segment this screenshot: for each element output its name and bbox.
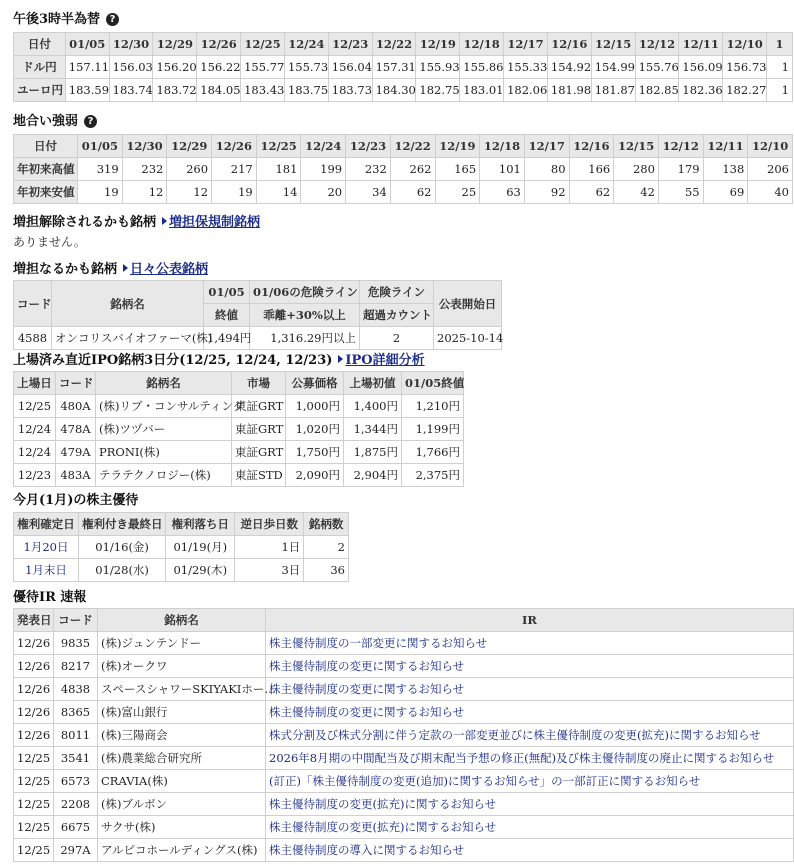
announce-date: 12/26 — [14, 701, 54, 724]
first-price: 2,904円 — [344, 464, 402, 487]
column-header: IR — [266, 609, 794, 632]
ex-rights-date: 01/19(月) — [166, 536, 235, 559]
triangle-right-icon — [123, 264, 128, 272]
strength-header-label: 日付 — [14, 135, 78, 158]
count-value: 80 — [524, 158, 569, 181]
fx-value: 156.09 — [679, 56, 723, 79]
ir-link[interactable]: 株主優待制度の一部変更に関するお知らせ — [266, 632, 794, 655]
table-row — [14, 655, 794, 678]
count-value: 101 — [480, 158, 525, 181]
fx-value: 183.43 — [241, 79, 285, 102]
fx-row — [14, 79, 793, 102]
count-value: 260 — [167, 158, 212, 181]
fx-value: 155.86 — [460, 56, 504, 79]
fx-value: 156.04 — [328, 56, 372, 79]
table-row — [14, 536, 349, 559]
announce-date: 12/26 — [14, 632, 54, 655]
listing-date: 12/25 — [14, 395, 56, 418]
fx-value: 182.36 — [679, 79, 723, 102]
yutai-header-row — [14, 513, 349, 536]
count-value: 62 — [569, 181, 614, 204]
stock-code: 297A — [54, 839, 98, 862]
table-row — [14, 395, 464, 418]
row-label: 年初来高値 — [14, 158, 78, 181]
first-price: 1,344円 — [344, 418, 402, 441]
margin-add-title: 増担なるかも銘柄 日々公表銘柄 — [13, 262, 209, 277]
ipo-header-row — [14, 372, 464, 395]
fx-value: 155.93 — [416, 56, 460, 79]
fx-value: 183.74 — [109, 79, 153, 102]
col-name: 銘柄名 — [52, 281, 204, 327]
strength-row — [14, 181, 793, 204]
fx-row — [14, 56, 793, 79]
listing-date: 12/24 — [14, 441, 56, 464]
close-price: 1,766円 — [402, 441, 464, 464]
count-value: 40 — [748, 181, 793, 204]
count-value: 166 — [569, 158, 614, 181]
count-value: 69 — [703, 181, 748, 204]
fx-header-row — [14, 33, 793, 56]
date-header: 12/15 — [591, 33, 635, 56]
date-header: 12/18 — [480, 135, 525, 158]
table-row — [14, 724, 794, 747]
fx-table — [13, 32, 793, 102]
column-header: 銘柄名 — [98, 609, 266, 632]
fx-value: 156.73 — [723, 56, 767, 79]
col-danger: 危険ライン — [360, 281, 434, 304]
count-value: 19 — [78, 181, 123, 204]
count-value: 20 — [301, 181, 346, 204]
fx-header-label: 日付 — [14, 33, 66, 56]
date-header: 12/19 — [416, 33, 460, 56]
count-value: 62 — [390, 181, 435, 204]
fx-value: 184.30 — [372, 79, 416, 102]
table-row — [14, 839, 794, 862]
date-header: 12/15 — [614, 135, 659, 158]
stock-code: 8365 — [54, 701, 98, 724]
date-header: 12/25 — [256, 135, 301, 158]
fx-value: 154.99 — [591, 56, 635, 79]
count-value: 262 — [390, 158, 435, 181]
ipo-section-title: 上場済み直近IPO銘柄3日分(12/25, 12/24, 12/23) IPO詳細分析 — [13, 353, 425, 368]
stock-code: 6675 — [54, 816, 98, 839]
margin-regulation-link[interactable]: 増担保規制銘柄 — [162, 215, 260, 230]
count-value: 232 — [346, 158, 391, 181]
date-header: 12/10 — [723, 33, 767, 56]
column-header: 権利付き最終日 — [78, 513, 165, 536]
offer-price: 1,750円 — [286, 441, 344, 464]
stock-code: 8217 — [54, 655, 98, 678]
stock-code: 480A — [56, 395, 96, 418]
help-icon[interactable]: ? — [106, 13, 119, 26]
date-header: 12/25 — [241, 33, 285, 56]
date-header: 12/16 — [547, 33, 591, 56]
margin-release-title: 増担解除されるかも銘柄 増担保規制銘柄 — [13, 215, 261, 230]
fx-value: 181.98 — [547, 79, 591, 102]
date-header: 01/05 — [78, 135, 123, 158]
ir-section-title: 優待IR 速報 — [13, 590, 87, 605]
stock-name[interactable]: テラテクノロジー(株) — [96, 464, 232, 487]
strength-section-title: 地合い強弱 ? — [13, 110, 97, 129]
announce-date: 12/25 — [14, 747, 54, 770]
date-header: 12/26 — [197, 33, 241, 56]
column-header: 上場初値 — [344, 372, 402, 395]
col-start-date: 公表開始日 — [434, 281, 502, 327]
fx-value: 184.05 — [197, 79, 241, 102]
fx-value: 155.73 — [284, 56, 328, 79]
ir-link[interactable]: 2026年8月期の中間配当及び期末配当予想の修正(無配)及び株主優待制度の廃止に関するお知らせ — [266, 747, 794, 770]
row-label: ユーロ円 — [14, 79, 66, 102]
announce-date: 12/25 — [14, 793, 54, 816]
count-value: 280 — [614, 158, 659, 181]
record-date-link[interactable]: 1月20日 — [14, 536, 79, 559]
ir-link[interactable]: 株主優待制度の変更(拡充)に関するお知らせ — [266, 816, 794, 839]
date-header: 12/26 — [212, 135, 257, 158]
date-header: 12/30 — [122, 135, 167, 158]
fx-value: 183.73 — [328, 79, 372, 102]
market: 東証GRT — [232, 395, 286, 418]
count-value: 63 — [480, 181, 525, 204]
fx-value: 155.77 — [241, 56, 285, 79]
last-trading-date: 01/16(金) — [78, 536, 165, 559]
announce-date: 12/26 — [14, 724, 54, 747]
table-row — [14, 632, 794, 655]
date-header: 12/18 — [460, 33, 504, 56]
count-value: 12 — [122, 181, 167, 204]
fx-value: 155.33 — [504, 56, 548, 79]
fx-value: 183.72 — [153, 79, 197, 102]
fx-value: 154.92 — [547, 56, 591, 79]
stock-code: 3541 — [54, 747, 98, 770]
fx-value: 183.01 — [460, 79, 504, 102]
column-header: 銘柄名 — [96, 372, 232, 395]
col-close-date: 01/05 — [204, 281, 250, 304]
column-header: 01/05終値 — [402, 372, 464, 395]
stock-name[interactable]: (株)ブルボン — [98, 793, 266, 816]
record-date-link[interactable]: 1月末日 — [14, 559, 79, 582]
date-header: 01/05 — [65, 33, 109, 56]
strength-table — [13, 134, 793, 204]
announce-date: 12/26 — [14, 678, 54, 701]
yutai-section-title: 今月(1月)の株主優待 — [13, 493, 139, 508]
ir-link[interactable]: 株主優待制度の変更に関するお知らせ — [266, 655, 794, 678]
column-header: コード — [54, 609, 98, 632]
close-price: 1,494円 — [204, 327, 250, 350]
yutai-table — [13, 512, 349, 582]
stock-name[interactable]: (株)富山銀行 — [98, 701, 266, 724]
ir-table — [13, 608, 794, 862]
ir-link[interactable]: (訂正)「株主優待制度の変更(追加)に関するお知らせ」の一部訂正に関するお知らせ — [266, 770, 794, 793]
table-row — [14, 464, 464, 487]
stock-code: 483A — [56, 464, 96, 487]
date-header: 12/19 — [435, 135, 480, 158]
danger-line-value: 1,316.29円以上 — [250, 327, 360, 350]
stock-name[interactable]: (株)ツヅバー — [96, 418, 232, 441]
date-header: 12/23 — [328, 33, 372, 56]
stock-name[interactable]: (株)オークワ — [98, 655, 266, 678]
fx-value: 156.22 — [197, 56, 241, 79]
stock-name[interactable]: (株)農業総合研究所 — [98, 747, 266, 770]
fx-section-title: 午後3時半為替 ? — [13, 8, 119, 27]
date-header: 12/12 — [658, 135, 703, 158]
date-header: 12/22 — [372, 33, 416, 56]
column-header: 権利確定日 — [14, 513, 79, 536]
fx-value: 1 — [767, 56, 793, 79]
stock-code: 478A — [56, 418, 96, 441]
count-value: 165 — [435, 158, 480, 181]
margin-add-table — [13, 280, 502, 350]
date-header: 12/17 — [524, 135, 569, 158]
date-header: 12/22 — [390, 135, 435, 158]
table-row — [14, 559, 349, 582]
date-header: 1 — [767, 33, 793, 56]
count-value: 92 — [524, 181, 569, 204]
col-danger-line: 01/06の危険ライン — [250, 281, 360, 304]
close-price: 1,210円 — [402, 395, 464, 418]
count-value: 14 — [256, 181, 301, 204]
ipo-analysis-link[interactable]: IPO詳細分析 — [338, 353, 424, 368]
ex-rights-date: 01/29(木) — [166, 559, 235, 582]
offer-price: 1,020円 — [286, 418, 344, 441]
count-value: 199 — [301, 158, 346, 181]
column-header: 上場日 — [14, 372, 56, 395]
date-header: 12/11 — [679, 33, 723, 56]
fx-value: 156.20 — [153, 56, 197, 79]
ir-link[interactable]: 株主優待制度の変更(拡充)に関するお知らせ — [266, 793, 794, 816]
date-header: 12/29 — [167, 135, 212, 158]
stock-name[interactable]: (株)三陽商会 — [98, 724, 266, 747]
fx-value: 155.76 — [635, 56, 679, 79]
count-value: 55 — [658, 181, 703, 204]
column-header: 市場 — [232, 372, 286, 395]
col-code: コード — [14, 281, 52, 327]
market: 東証GRT — [232, 418, 286, 441]
fx-value: 1 — [767, 79, 793, 102]
count-value: 34 — [346, 181, 391, 204]
stock-count: 36 — [304, 559, 349, 582]
table-row — [14, 327, 502, 350]
triangle-right-icon — [338, 355, 343, 363]
ipo-table — [13, 371, 464, 487]
ir-link[interactable]: 株式分割及び株式分割に伴う定款の一部変更並びに株主優待制度の変更(拡充)に関するお知らせ — [266, 724, 794, 747]
col-count: 超過カウント — [360, 304, 434, 327]
daily-disclosure-link[interactable]: 日々公表銘柄 — [123, 262, 208, 277]
count-value: 19 — [212, 181, 257, 204]
count-value: 206 — [748, 158, 793, 181]
row-label: 年初来安値 — [14, 181, 78, 204]
announce-date: 12/25 — [14, 770, 54, 793]
stock-name[interactable]: CRAVIA(株) — [98, 770, 266, 793]
strength-row — [14, 158, 793, 181]
announce-date: 12/25 — [14, 816, 54, 839]
table-row — [14, 678, 794, 701]
column-header: 逆日歩日数 — [235, 513, 304, 536]
count-value: 12 — [167, 181, 212, 204]
stock-name[interactable]: アルピコホールディングス(株) — [98, 839, 266, 862]
start-date: 2025-10-14 — [434, 327, 502, 350]
fx-value: 182.85 — [635, 79, 679, 102]
column-header: コード — [56, 372, 96, 395]
ir-link[interactable]: 株主優待制度の導入に関するお知らせ — [266, 839, 794, 862]
market: 東証GRT — [232, 441, 286, 464]
count-value: 232 — [122, 158, 167, 181]
listing-date: 12/24 — [14, 418, 56, 441]
table-row — [14, 793, 794, 816]
stock-count: 2 — [304, 536, 349, 559]
first-price: 1,875円 — [344, 441, 402, 464]
fx-value: 182.06 — [504, 79, 548, 102]
help-icon[interactable]: ? — [84, 115, 97, 128]
column-header: 権利落ち日 — [166, 513, 235, 536]
count-value: 25 — [435, 181, 480, 204]
count-value: 181 — [256, 158, 301, 181]
column-header: 銘柄数 — [304, 513, 349, 536]
first-price: 1,400円 — [344, 395, 402, 418]
close-price: 2,375円 — [402, 464, 464, 487]
count-value: 319 — [78, 158, 123, 181]
fx-value: 157.11 — [65, 56, 109, 79]
stock-code: 4838 — [54, 678, 98, 701]
announce-date: 12/26 — [14, 655, 54, 678]
stock-code: 2208 — [54, 793, 98, 816]
column-header: 公募価格 — [286, 372, 344, 395]
table-row — [14, 701, 794, 724]
market: 東証STD — [232, 464, 286, 487]
stock-code: 4588 — [14, 327, 52, 350]
fx-value: 157.31 — [372, 56, 416, 79]
exceed-count: 2 — [360, 327, 434, 350]
stock-code: 479A — [56, 441, 96, 464]
offer-price: 1,000円 — [286, 395, 344, 418]
stock-name[interactable]: (株)リブ・コンサルティング — [96, 395, 232, 418]
date-header: 12/11 — [703, 135, 748, 158]
stock-name[interactable]: オンコリスバイオファーマ(株) — [52, 327, 204, 350]
date-header: 12/30 — [109, 33, 153, 56]
reverse-fee-days: 3日 — [235, 559, 304, 582]
table-row — [14, 418, 464, 441]
fx-value: 181.87 — [591, 79, 635, 102]
fx-value: 156.03 — [109, 56, 153, 79]
offer-price: 2,090円 — [286, 464, 344, 487]
reverse-fee-days: 1日 — [235, 536, 304, 559]
stock-name[interactable]: スペースシャワーSKIYAKIホー… — [98, 678, 266, 701]
ir-link[interactable]: 株主優待制度の変更に関するお知らせ — [266, 678, 794, 701]
date-header: 12/23 — [346, 135, 391, 158]
last-trading-date: 01/28(水) — [78, 559, 165, 582]
ir-header-row — [14, 609, 794, 632]
table-row — [14, 816, 794, 839]
ir-link[interactable]: 株主優待制度の変更に関するお知らせ — [266, 701, 794, 724]
col-close: 終値 — [204, 304, 250, 327]
count-value: 217 — [212, 158, 257, 181]
date-header: 12/12 — [635, 33, 679, 56]
announce-date: 12/25 — [14, 839, 54, 862]
date-header: 12/10 — [748, 135, 793, 158]
stock-name[interactable]: PRONI(株) — [96, 441, 232, 464]
fx-value: 182.27 — [723, 79, 767, 102]
stock-name[interactable]: サクサ(株) — [98, 816, 266, 839]
date-header: 12/24 — [301, 135, 346, 158]
fx-value: 182.75 — [416, 79, 460, 102]
row-label: ドル円 — [14, 56, 66, 79]
strength-header-row — [14, 135, 793, 158]
date-header: 12/16 — [569, 135, 614, 158]
close-price: 1,199円 — [402, 418, 464, 441]
col-deviation: 乖離+30%以上 — [250, 304, 360, 327]
table-row — [14, 441, 464, 464]
fx-value: 183.59 — [65, 79, 109, 102]
count-value: 138 — [703, 158, 748, 181]
table-row — [14, 747, 794, 770]
date-header: 12/29 — [153, 33, 197, 56]
count-value: 42 — [614, 181, 659, 204]
stock-name[interactable]: (株)ジュンテンドー — [98, 632, 266, 655]
triangle-right-icon — [162, 217, 167, 225]
listing-date: 12/23 — [14, 464, 56, 487]
date-header: 12/17 — [504, 33, 548, 56]
table-row — [14, 770, 794, 793]
stock-code: 6573 — [54, 770, 98, 793]
stock-code: 8011 — [54, 724, 98, 747]
count-value: 179 — [658, 158, 703, 181]
date-header: 12/24 — [284, 33, 328, 56]
fx-value: 183.75 — [284, 79, 328, 102]
stock-code: 9835 — [54, 632, 98, 655]
margin-release-message: ありません。 — [13, 235, 86, 249]
column-header: 発表日 — [14, 609, 54, 632]
